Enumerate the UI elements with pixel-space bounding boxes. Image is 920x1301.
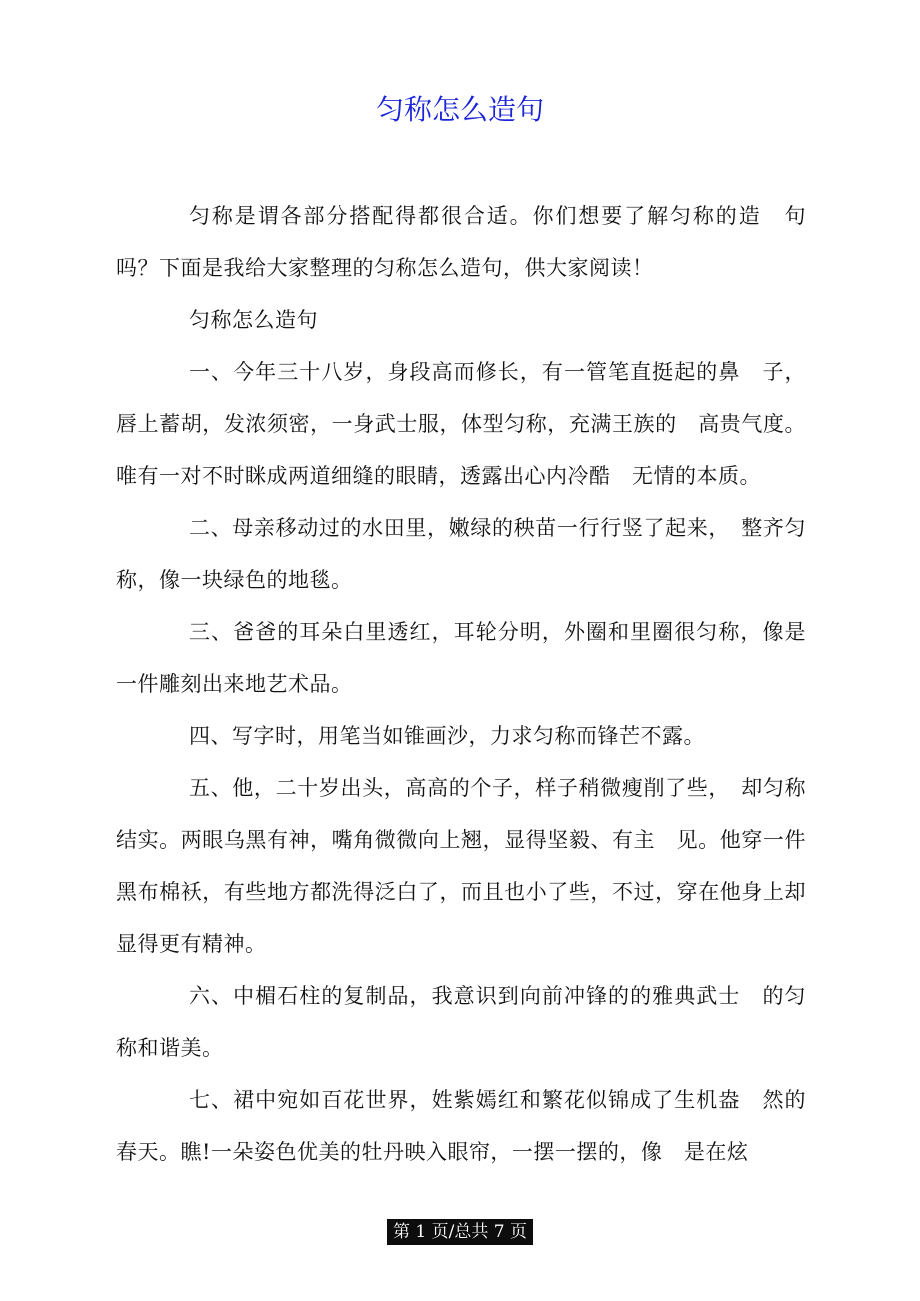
paragraph-example-2: 二、母亲移动过的水田里，嫩绿的秧苗一行行竖了起来， 整齐匀称，像一块绿色的地毯。 [116,516,806,592]
paragraph-example-3: 三、爸爸的耳朵白里透红，耳轮分明，外圈和里圈很匀称，像是一件雕刻出来地艺术品。 [116,620,806,696]
paragraph-example-6: 六、中楣石柱的复制品，我意识到向前冲锋的的雅典武士 的匀称和谐美。 [116,984,806,1060]
document-title: 匀称怎么造句 [375,93,544,126]
page-number-badge: 第 1 页/总共 7 页 [387,1219,533,1245]
document-body [116,190,806,1178]
paragraph-example-5: 五、他，二十岁出头，高高的个子，样子稍微瘦削了些， 却匀称结实。两眼乌黑有神，嘴角微微向上翘，显得坚毅、有主 见。他穿一件黑布棉袄，有些地方都洗得泛白了，而且也小了些，不过，穿在他身上却显得更有精神。 [116,776,806,956]
paragraph-intro: 匀称是谓各部分搭配得都很合适。你们想要了解匀称的造 句吗？下面是我给大家整理的匀称怎么造句，供大家阅读！ [116,204,806,280]
page-footer [0,1219,920,1245]
paragraph-subheading: 匀称怎么造句 [189,308,318,332]
paragraph-example-4: 四、写字时，用笔当如锥画沙，力求匀称而锋芒不露。 [189,724,705,748]
paragraph-example-7: 七、裙中宛如百花世界，姓紫嫣红和繁花似锦成了生机盎 然的春天。瞧!一朵姿色优美的牡丹映入眼帘，一摆一摆的，像 是在炫 [116,1088,806,1164]
paragraph-example-1: 一、今年三十八岁，身段高而修长，有一管笔直挺起的鼻 子，唇上蓄胡，发浓须密，一身武士服，体型匀称，充满王族的 高贵气度。唯有一对不时眯成两道细缝的眼睛，透露出心内冷酷 无情的本质。 [116,360,806,488]
